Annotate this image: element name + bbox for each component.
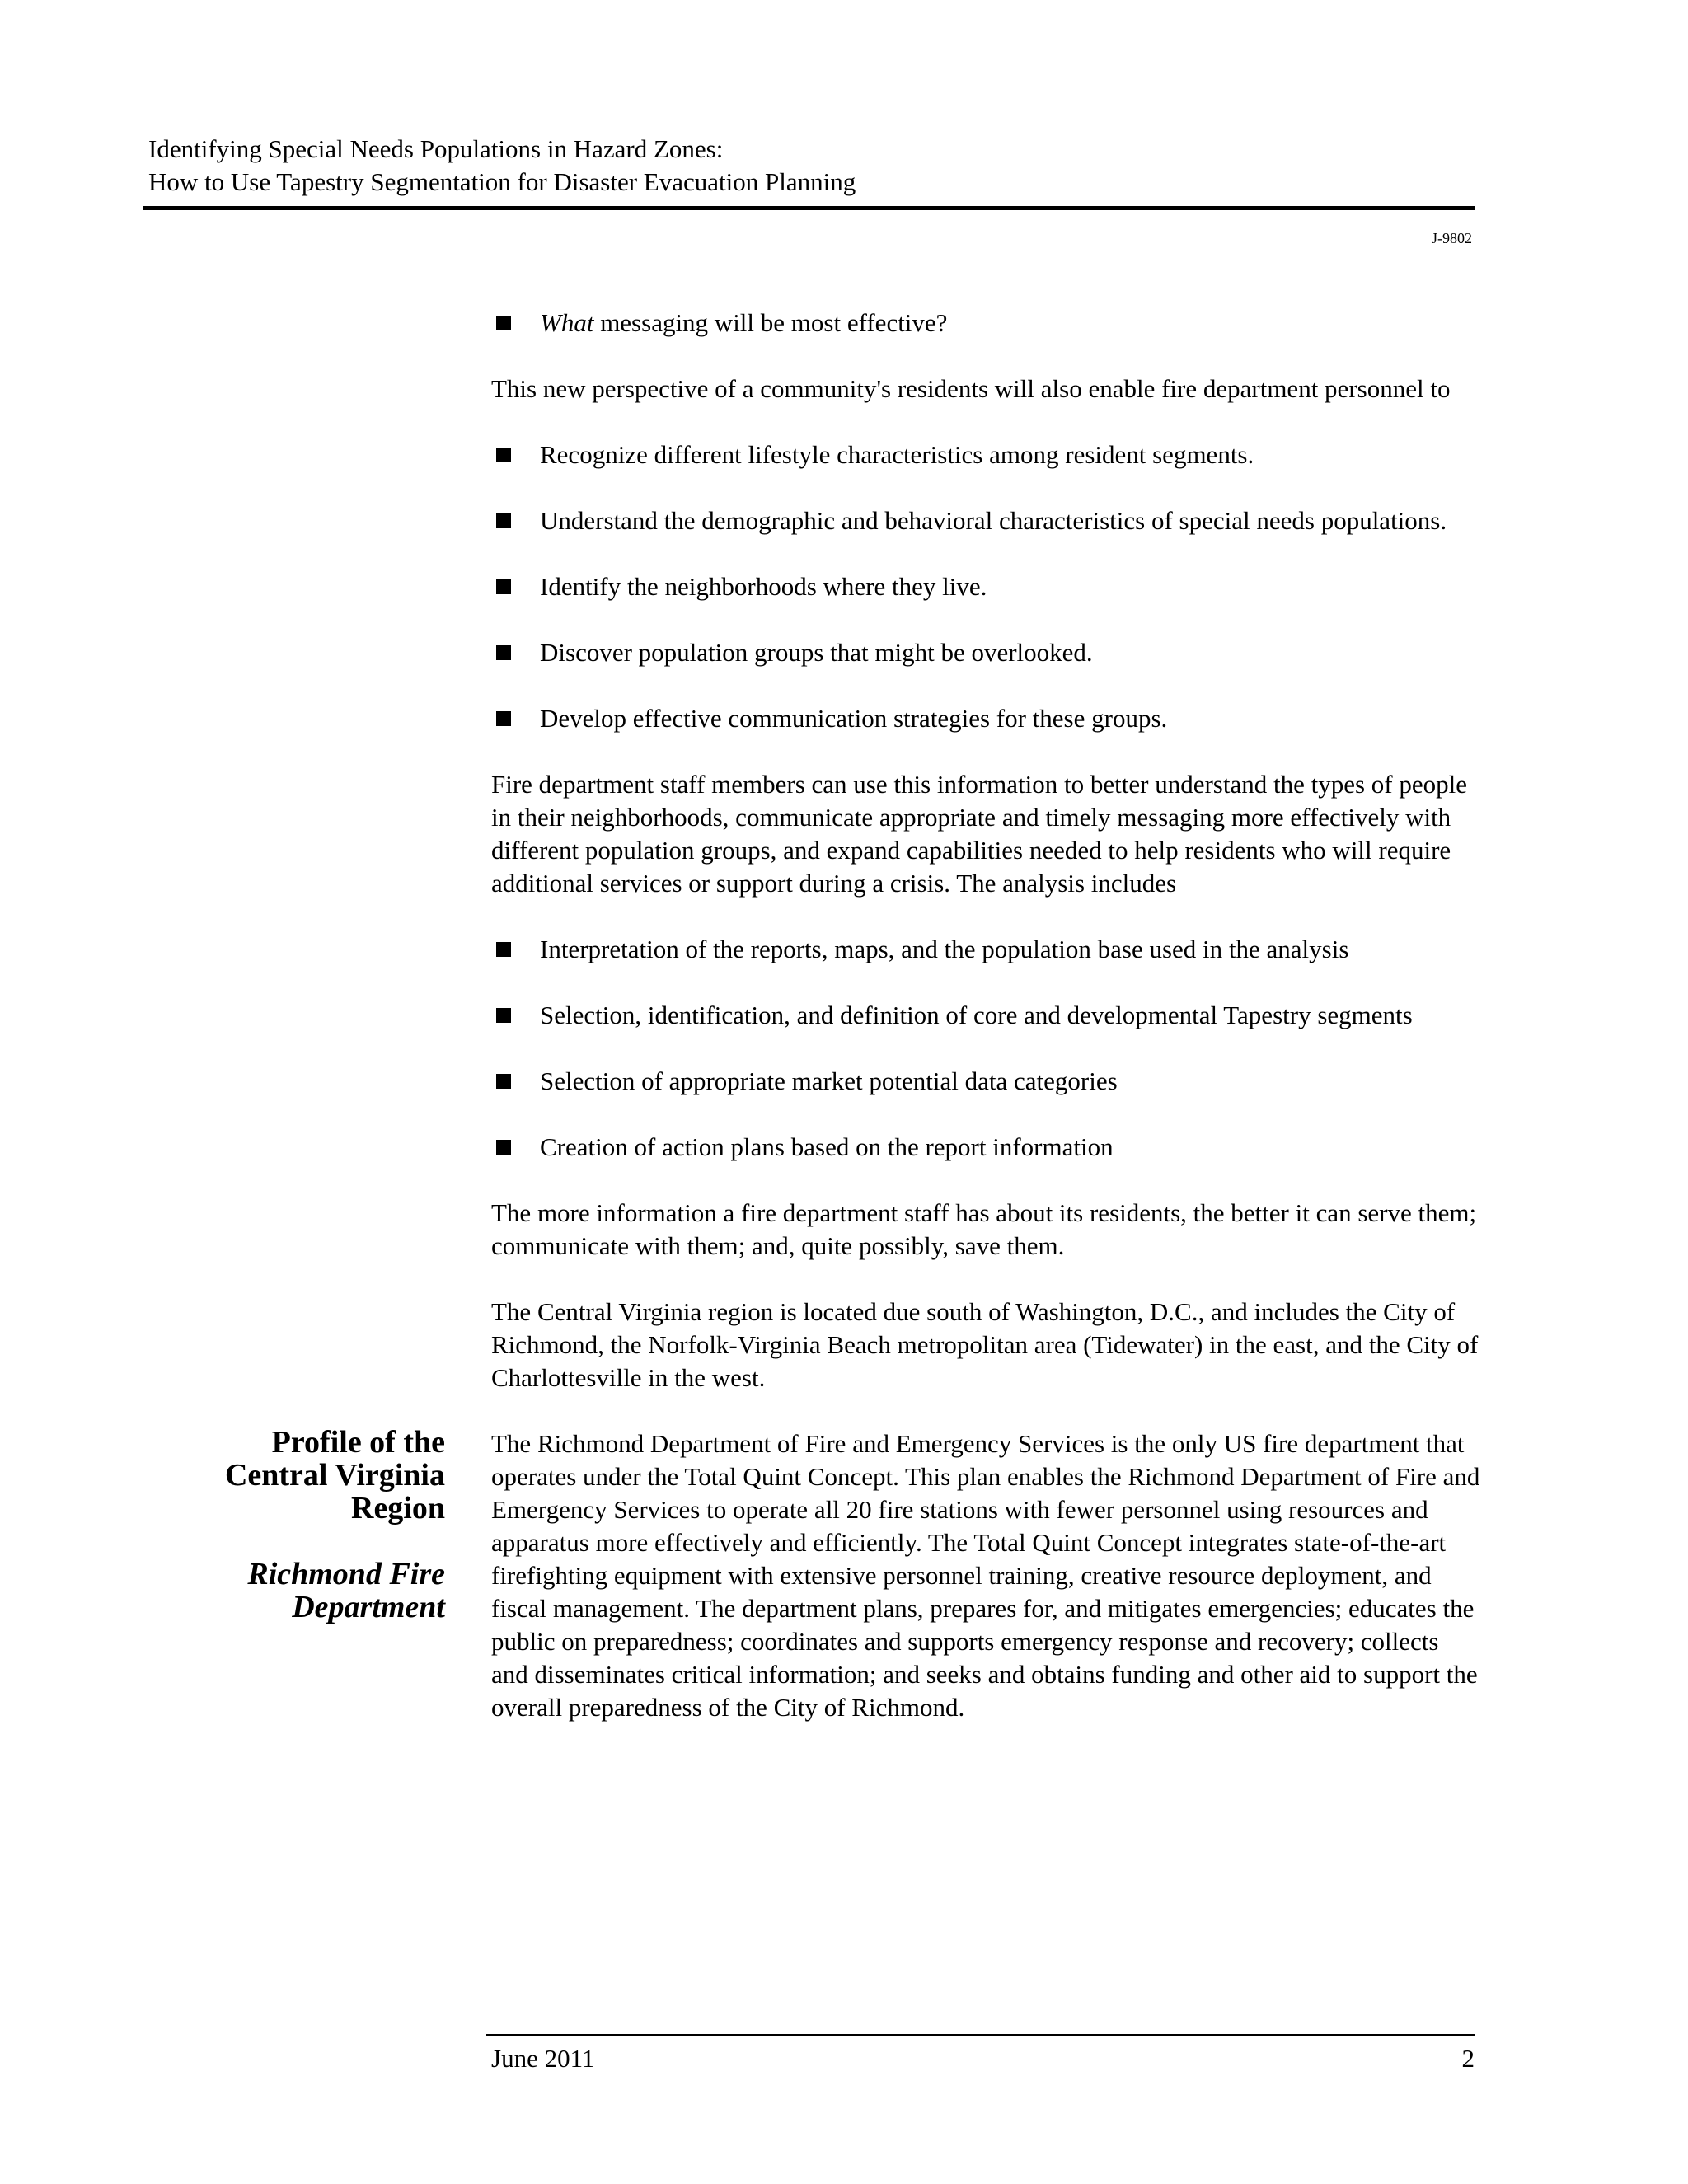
bullet-text: Selection, identification, and definition of core and developmental Tapestry segments bbox=[540, 1001, 1413, 1029]
bullet-item bbox=[491, 636, 1480, 669]
closing-paragraph: The more information a fire department staff has about its residents, the better it can serve them; communicate with them; and, quite possibly, save them. bbox=[491, 1198, 1477, 1260]
square-bullet-icon bbox=[496, 645, 511, 660]
bullet-item bbox=[491, 999, 1480, 1032]
bullet-item bbox=[491, 438, 1480, 471]
square-bullet-icon bbox=[496, 579, 511, 594]
bullet-text: Identify the neighborhoods where they live. bbox=[540, 572, 987, 601]
square-bullet-icon bbox=[496, 942, 511, 957]
square-bullet-icon bbox=[496, 1008, 511, 1023]
page-number: 2 bbox=[1461, 2044, 1475, 2073]
intro-paragraph: This new perspective of a community's residents will also enable fire department personnel to bbox=[491, 374, 1451, 403]
heading-line: Richmond Fire bbox=[247, 1557, 445, 1591]
staff-paragraph: Fire department staff members can use this information to better understand the types of people in their neighborhoods, communicate appropriate and timely messaging more effectively with different population groups, and expand capabilities needed to help residents who will require additional services or support during a crisis. The analysis includes bbox=[491, 770, 1467, 898]
heading-line: Region bbox=[351, 1491, 445, 1526]
bullet-text: Discover population groups that might be overlooked. bbox=[540, 638, 1093, 667]
bullet-text: Selection of appropriate market potential data categories bbox=[540, 1066, 1118, 1095]
region-paragraph: The Central Virginia region is located due south of Washington, D.C., and includes the City of Richmond, the Norfolk-Virginia Beach metropolitan area (Tidewater) in the east, and the City of Charlottesville in the west. bbox=[491, 1297, 1479, 1392]
heading-line: Profile of the bbox=[271, 1425, 445, 1460]
bullet-item bbox=[491, 570, 1480, 603]
emphasis-what: What bbox=[540, 308, 594, 337]
bullet-text: Recognize different lifestyle characteristics among resident segments. bbox=[540, 440, 1254, 469]
square-bullet-icon bbox=[496, 1140, 511, 1155]
header-title-line-2: How to Use Tapestry Segmentation for Disaster Evacuation Planning bbox=[148, 167, 856, 196]
richmond-paragraph: The Richmond Department of Fire and Emergency Services is the only US fire department that operates under the Total Quint Concept. This plan enables the Richmond Department of Fire and Emergency Services to operate all 20 fire stations with fewer personnel using resources and apparatus more effectively and efficiently. The Total Quint Concept integrates state-of-the-art firefighting equipment with extensive personnel training, creative resource deployment, and fiscal management. The department plans, prepares for, and mitigates emergencies; educates the public on preparedness; coordinates and supports emergency response and recovery; collects and disseminates critical information; and seeks and obtains funding and other aid to support the overall preparedness of the City of Richmond. bbox=[491, 1429, 1480, 1722]
bullet-item bbox=[491, 1065, 1480, 1098]
bullet-text: Understand the demographic and behavioral characteristics of special needs populations. bbox=[540, 506, 1447, 535]
square-bullet-icon bbox=[496, 1074, 511, 1089]
document-number: J-9802 bbox=[1432, 230, 1472, 246]
square-bullet-icon bbox=[496, 711, 511, 726]
square-bullet-icon bbox=[496, 448, 511, 462]
running-header bbox=[148, 133, 1467, 199]
square-bullet-icon bbox=[496, 316, 511, 330]
bullet-item bbox=[491, 504, 1480, 537]
heading-line: Department bbox=[292, 1590, 445, 1624]
subsection-heading-richmond bbox=[247, 1558, 445, 1624]
main-body bbox=[491, 307, 1480, 1757]
bullet-item bbox=[491, 1131, 1480, 1164]
footer-date: June 2011 bbox=[491, 2044, 595, 2073]
header-title-line-1: Identifying Special Needs Populations in Hazard Zones: bbox=[148, 134, 724, 163]
bullet-text: Creation of action plans based on the report information bbox=[540, 1132, 1114, 1161]
header-rule bbox=[143, 206, 1475, 210]
square-bullet-icon bbox=[496, 513, 511, 528]
bullet-text: messaging will be most effective? bbox=[593, 308, 948, 337]
bullet-item bbox=[491, 933, 1480, 966]
bullet-text: Interpretation of the reports, maps, and the population base used in the analysis bbox=[540, 935, 1349, 963]
footer-rule bbox=[486, 2034, 1475, 2036]
bullet-item bbox=[491, 702, 1480, 735]
section-heading-profile bbox=[225, 1426, 445, 1525]
bullet-text: Develop effective communication strategies for these groups. bbox=[540, 704, 1168, 733]
bullet-item-messaging bbox=[491, 307, 1480, 340]
heading-line: Central Virginia bbox=[224, 1458, 445, 1493]
